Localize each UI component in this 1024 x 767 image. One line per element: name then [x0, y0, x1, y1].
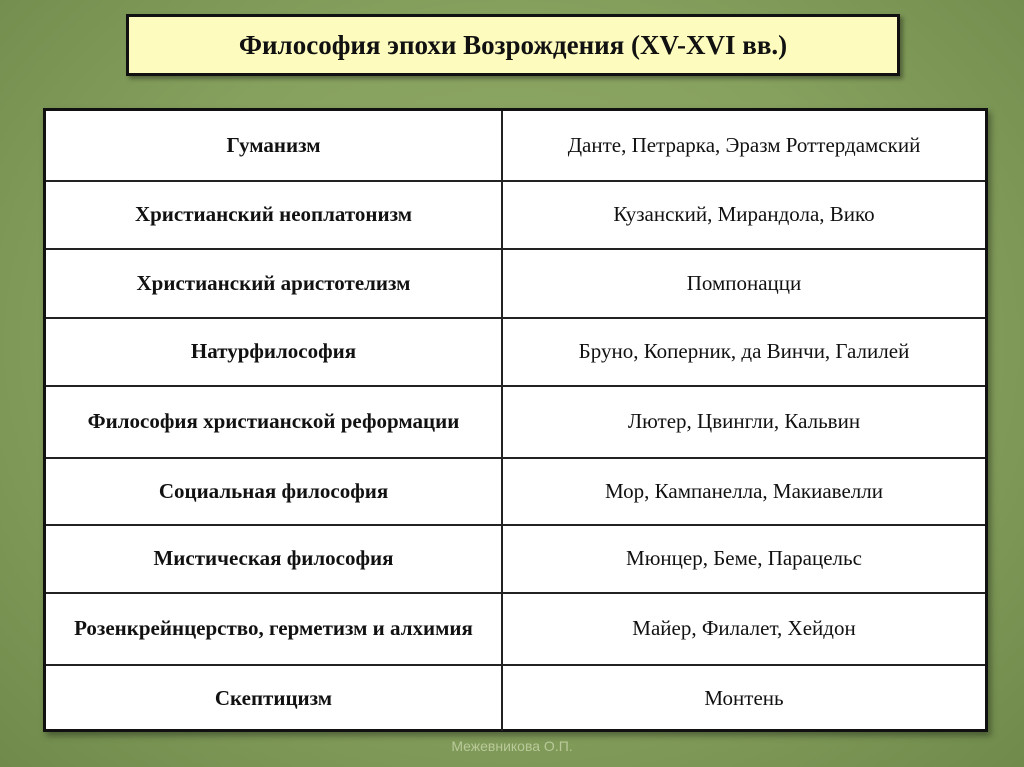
table-row — [46, 249, 985, 318]
table-row — [46, 665, 985, 731]
table-row — [46, 458, 985, 525]
movement-cell: Социальная философия — [46, 458, 502, 525]
table-row — [46, 593, 985, 665]
movement-cell: Гуманизм — [46, 111, 502, 181]
movement-cell: Розенкрейнцерство, герметизм и алхимия — [46, 593, 502, 665]
movement-cell: Христианский неоплатонизм — [46, 181, 502, 249]
thinkers-cell: Бруно, Коперник, да Винчи, Галилей — [502, 318, 985, 386]
slide-title: Философия эпохи Возрождения (XV-XVI вв.) — [126, 14, 900, 76]
thinkers-cell: Данте, Петрарка, Эразм Роттердамский — [502, 111, 985, 181]
table-row — [46, 525, 985, 593]
philosophy-table — [43, 108, 988, 732]
author-footer: Межевникова О.П. — [451, 738, 573, 754]
table-row — [46, 318, 985, 386]
thinkers-cell: Мор, Кампанелла, Макиавелли — [502, 458, 985, 525]
movement-cell: Скептицизм — [46, 665, 502, 731]
table-row — [46, 111, 985, 181]
movement-cell: Натурфилософия — [46, 318, 502, 386]
thinkers-cell: Помпонацци — [502, 249, 985, 318]
table-row — [46, 386, 985, 458]
philosophy-table-grid — [46, 111, 985, 731]
thinkers-cell: Кузанский, Мирандола, Вико — [502, 181, 985, 249]
thinkers-cell: Монтень — [502, 665, 985, 731]
thinkers-cell: Лютер, Цвингли, Кальвин — [502, 386, 985, 458]
table-row — [46, 181, 985, 249]
movement-cell: Мистическая философия — [46, 525, 502, 593]
thinkers-cell: Мюнцер, Беме, Парацельс — [502, 525, 985, 593]
movement-cell: Христианский аристотелизм — [46, 249, 502, 318]
movement-cell: Философия христианской реформации — [46, 386, 502, 458]
thinkers-cell: Майер, Филалет, Хейдон — [502, 593, 985, 665]
